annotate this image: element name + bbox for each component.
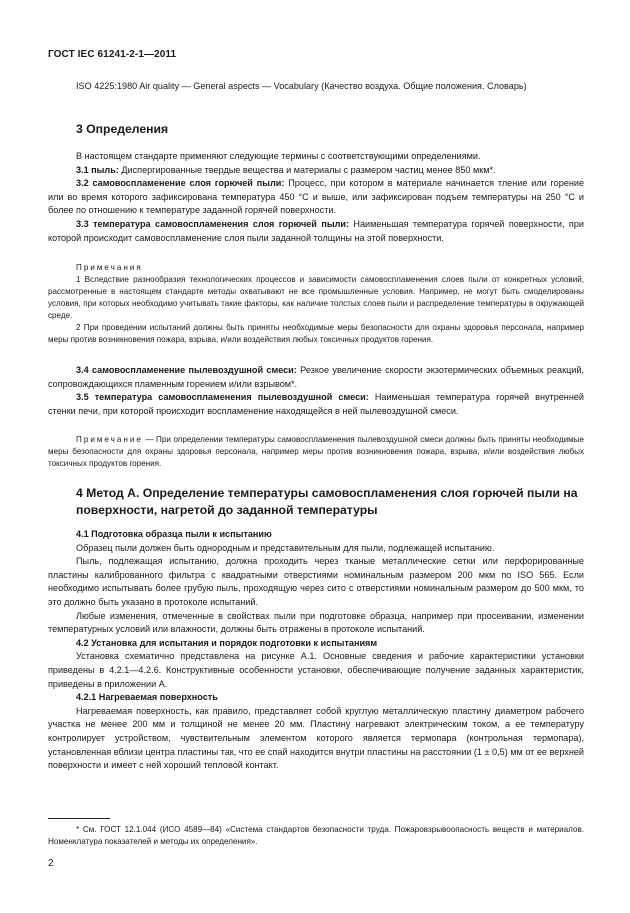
note-3-label: Примечание [76, 435, 143, 444]
section-4-2-title: 4.2 Установка для испытания и порядок подготовки к испытаниям [76, 637, 378, 648]
section-3-heading: 3 Определения [76, 122, 169, 136]
definition-3-2 [48, 177, 584, 218]
term-3-1: 3.1 пыль: [76, 164, 119, 175]
section-4-1-para-1: Образец пыли должен быть однородным и представительным для пыли, подлежащей испытанию. [76, 542, 495, 553]
term-3-3: 3.3 температура самовоспламенения слоя горючей пыли: [76, 218, 349, 229]
section-4-1-title: 4.1 Подготовка образца пыли к испытанию [76, 529, 272, 539]
text-3-3: Наименьшая температура горячей поверхности, при которой происходит самовоспламенение слоя пыли заданной толщины на этой поверхности. [48, 218, 584, 243]
text-3-5: Наименьшая температура горячей внутренней стенки печи, при которой происходит воспламенение находящейся в ней пылевоздушной смеси. [48, 392, 584, 416]
section-4-heading: 4 Метод А. Определение температуры самовоспламенения слоя горючей пыли на поверхности, нагретой до заданной температуры [76, 486, 578, 517]
term-3-2: 3.2 самовоспламенение слоя горючей пыли: [76, 178, 285, 189]
text-3-2: Процесс, при котором в материале начинается тление или горение или во время которого зафиксирована температура 450 °С и выше, или зафиксирован подъем температуры на 250 °С и более по отношению к температуре заданной горячей поверхности. [48, 178, 584, 216]
term-3-5: 3.5 температура самовоспламенения пылевоздушной смеси: [76, 392, 369, 403]
definition-3-3 [48, 218, 584, 245]
notes-block [48, 262, 584, 346]
definition-3-5 [48, 391, 584, 418]
notes-label: Примечания [76, 263, 143, 272]
footnote: * См. ГОСТ 12.1.044 (ИСО 4589—84) «Система стандартов безопасности труда. Пожаровзрывоопасность веществ и материалов. Номенклатура показателей и методы их определения». [48, 825, 584, 846]
note-3 [48, 434, 584, 470]
note-3-block [48, 434, 584, 470]
section-4-1-para-3: Любые изменения, отмеченные в свойствах пыли при подготовке образца, например при просеивании, изменении температурных условий или влажности, должны быть отражены в протоколе испытаний. [48, 610, 584, 635]
term-3-4: 3.4 самовоспламенение пылевоздушной смеси: [76, 365, 297, 375]
document-header: ГОСТ IEC 61241-2-1—2011 [48, 49, 177, 60]
definition-3-1 [48, 164, 584, 178]
text-3-4: Резкое увеличение скорости экзотермических объемных реакций, сопровождающихся пламенным горением и/или взрывом*. [48, 365, 584, 389]
note-1: 1 Вследствие разнообразия технологических процессов и зависимости самовоспламенения слоев пыли от конкретных условий, рассмотренные в настоящем стандарте методы охватывают не все промышленные условия. Например, не могут быть смоделированы условия, при которых необходимо учитывать такие факторы, как наличие толстых слоев пыли и распределение температуры в окружающей среде. [48, 275, 584, 320]
text-3-1: Диспергированные твердые вещества и материалы с размером частиц менее 850 мкм*. [118, 164, 496, 175]
footnote-separator [48, 818, 110, 819]
footnote-block [48, 824, 584, 848]
section-4-1-para-2: Пыль, подлежащая испытанию, должна проходить через тканые металлические сетки или перфорированные пластины калиброванного фильтра с квадратными отверстиями номинальным размером 200 мкм по ISO 565. Если необходимо испытывать более грубую пыль, проходящую через сито с отверстиями номинальным размером до 500 мкм, то это должно быть указано в протоколе испытаний. [48, 556, 584, 607]
section-3-definitions [48, 150, 584, 245]
reference-iso-4225 [48, 80, 584, 94]
definitions-3-4-3-5 [48, 364, 584, 418]
definitions-intro: В настоящем стандарте применяют следующие термины с соответствующими определениями. [76, 151, 481, 161]
note-2: 2 При проведении испытаний должны быть приняты необходимые меры безопасности для охраны здоровья персонала, например меры против возникновения пожара, взрыва, и/или воздействия любых токсичных продуктов горения. [48, 323, 584, 344]
definition-3-4 [48, 364, 584, 391]
page-number: 2 [48, 858, 54, 869]
note-3-text: — При определении температуры самовоспламенения пылевоздушной смеси должны быть приняты необходимые меры безопасности для охраны здоровья персонала, например меры против возникновения пожара, взрыва, и/или воздействия любых токсичных продуктов горения. [48, 435, 584, 468]
section-4-2-para-1: Установка схематично представлена на рисунке А.1. Основные сведения и рабочие характеристики установки приведены в 4.2.1—4.2.6. Конструктивные особенности установки, обеспечивающие получение заданных характеристик, приведены в приложении А. [48, 651, 584, 689]
section-4-body [48, 528, 584, 773]
section-3-heading-block [48, 121, 584, 137]
section-4-heading-block [76, 485, 584, 519]
reference-text: ISO 4225:1980 Air quality — General aspects — Vocabulary (Качество воздуха. Общие положения. Словарь) [76, 81, 527, 91]
section-4-2-1-para-1: Нагреваемая поверхность, как правило, представляет собой круглую металлическую пластину диаметром рабочего участка не менее 200 мм и толщиной не менее 20 мм. Пластину нагревают электрическим током, а ее температуру контролирует устройством, чувствительным элементом которого является термопара (контрольная термопара), установленная вблизи центра пластины так, что ее спай находится внутри пластины на расстоянии (1 ± 0,5) мм от ее верхней поверхности и имеет с ней хороший тепловой контакт. [48, 705, 584, 771]
section-4-2-1-title: 4.2.1 Нагреваемая поверхность [76, 692, 218, 703]
